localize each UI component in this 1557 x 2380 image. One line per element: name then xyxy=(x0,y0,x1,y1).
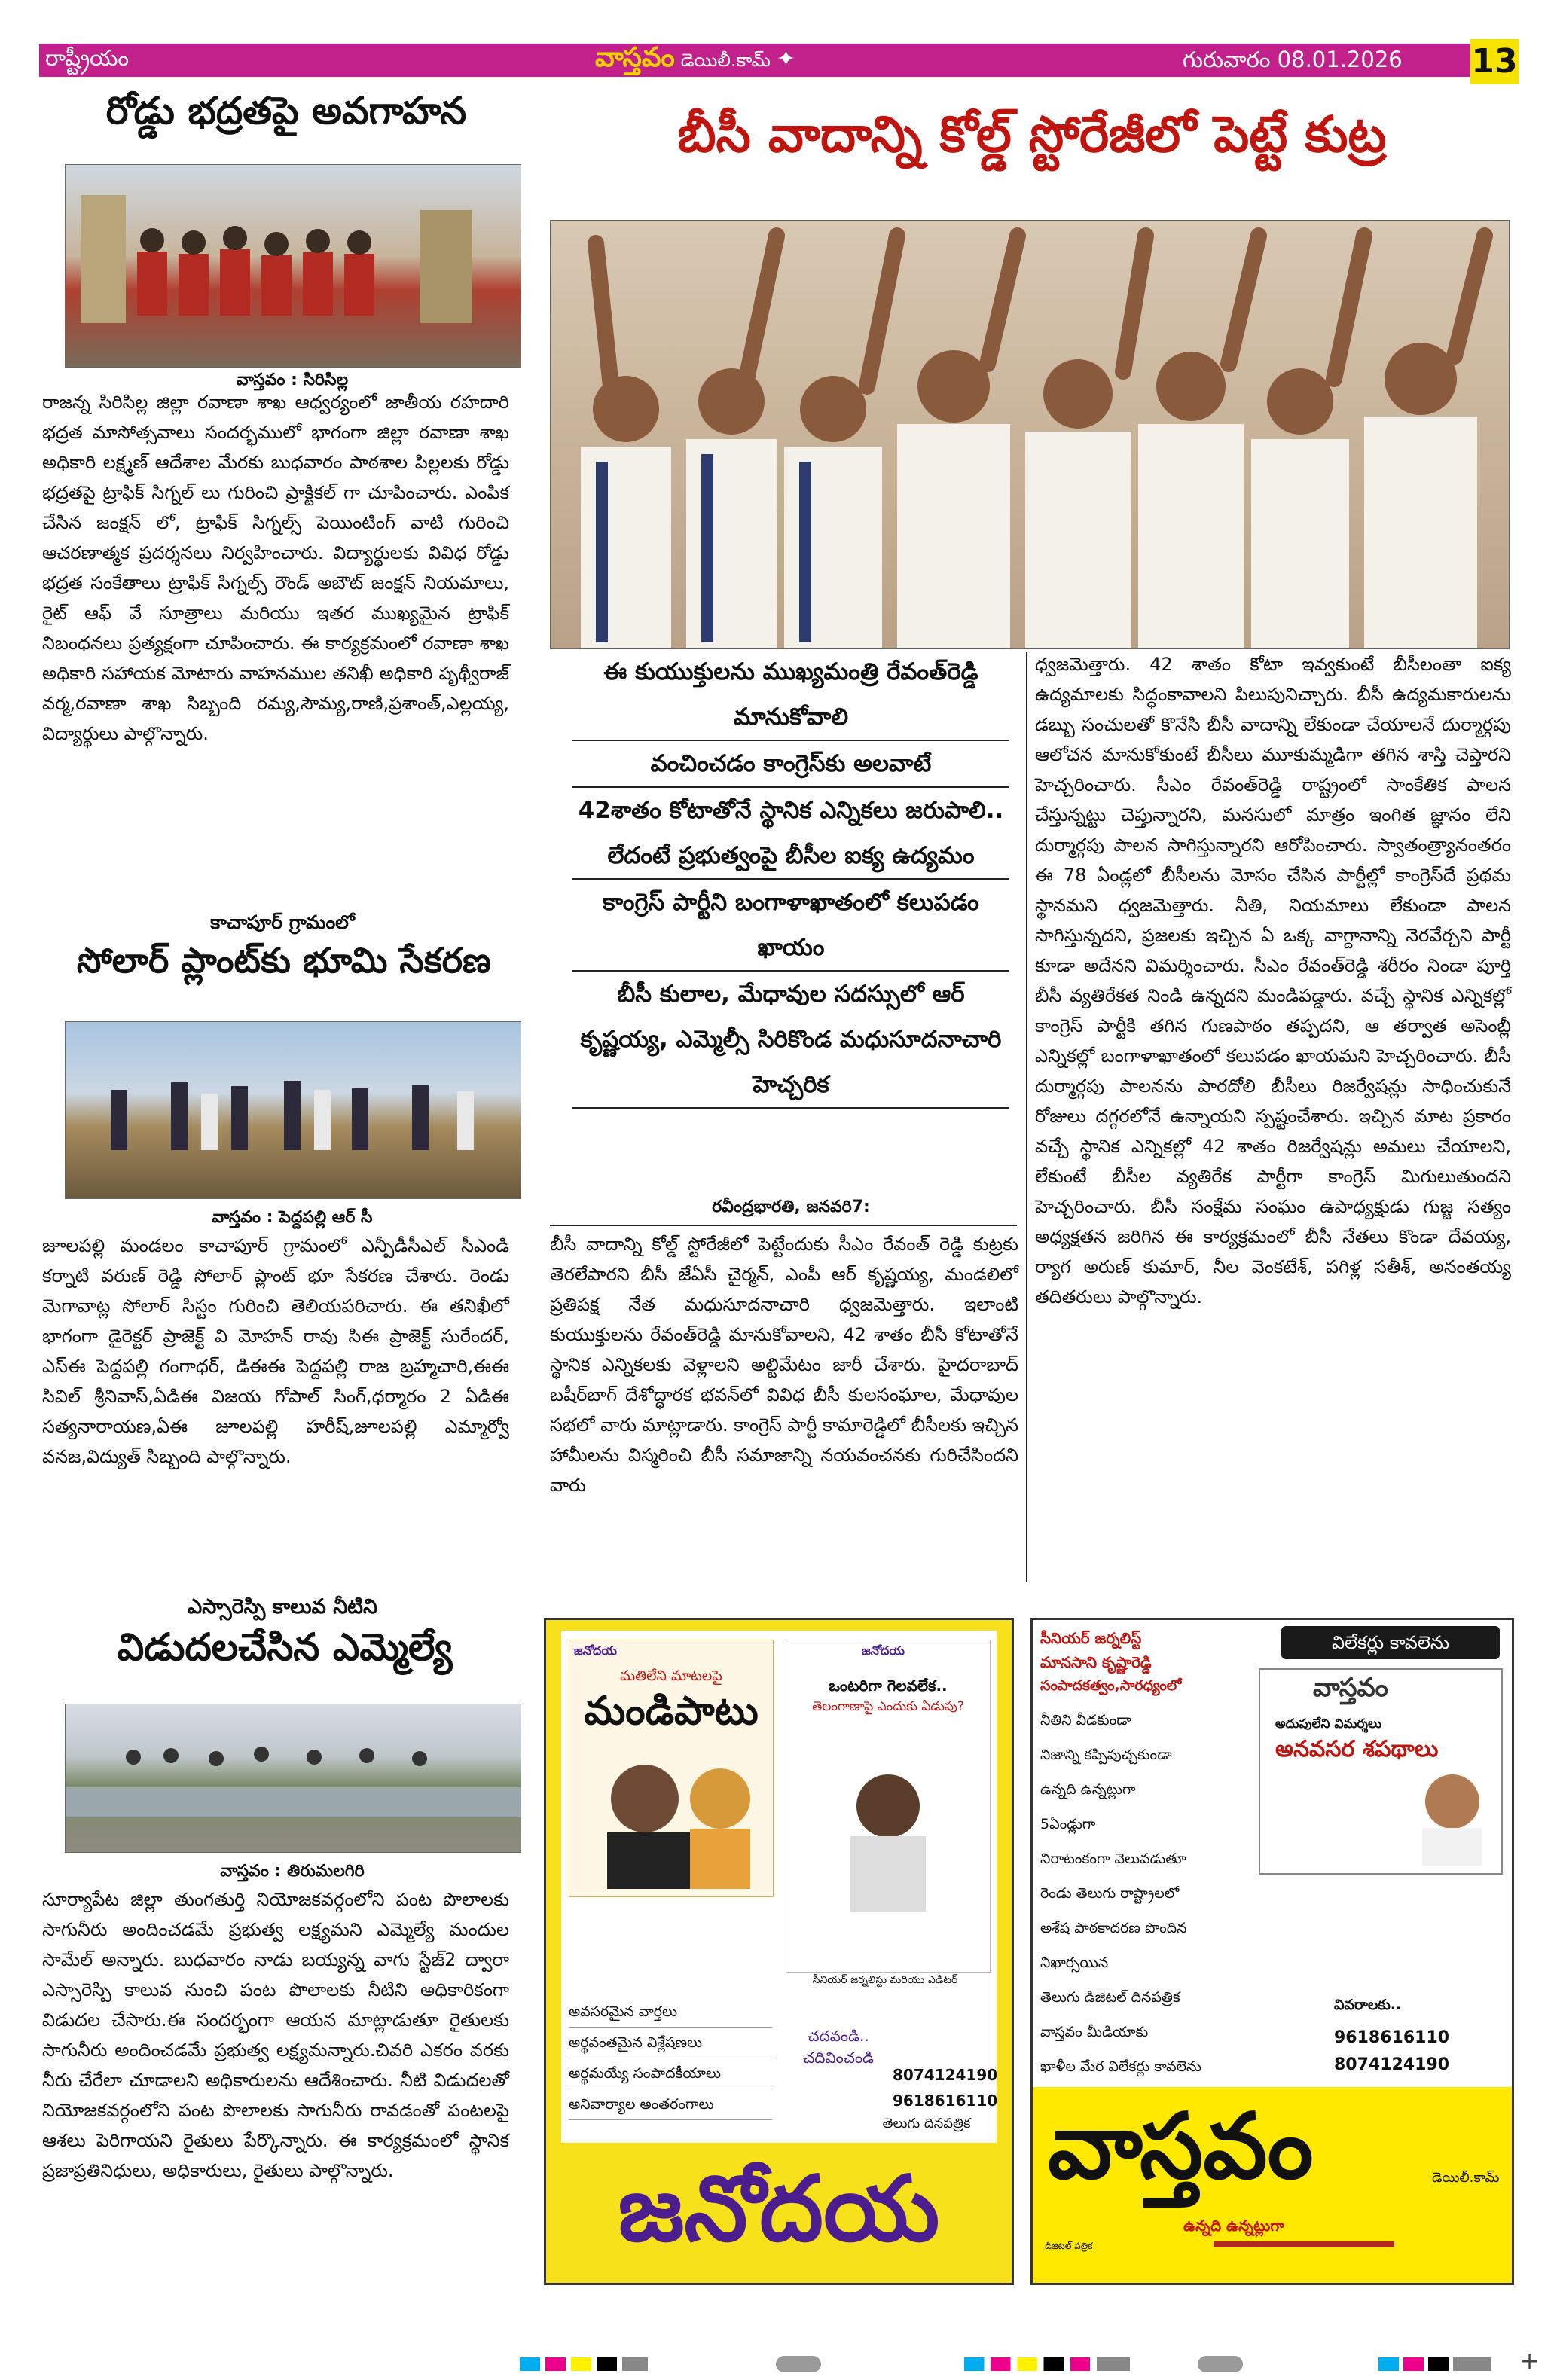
card2-portrait xyxy=(832,1761,945,1912)
janodaya-phone-2: 9618616110 xyxy=(893,2092,998,2110)
vastavam-line-7: అశేష పాఠకాదరణ పొందిన xyxy=(1040,1920,1187,1936)
card2-sub: తెలంగాణాపై ఎందుకు ఏడుపు? xyxy=(812,1699,964,1714)
field-inspection-image xyxy=(66,1022,521,1198)
story3-credit: వాస్తవం : తిరుమలగిరి xyxy=(220,1862,365,1881)
leaders-raising-hands-image xyxy=(551,221,1509,648)
lead-body-right: ధ్వజమెత్తారు. 42 శాతం కోటా ఇవ్వకుంటే బీసీలంతా ఐక్య ఉద్యమాలకు సిద్ధంకావాలని పిలుపునిచ్చారు. బీసీ ఉద్యమకారులను డబ్బు సంచులతో కొనేసి బీసీ వాదాన్ని లేకుండా చేయాలనే దుర్మార్గపు ఆలోచన మానుకోకుంటే బీసీలు మూకుమ్మడిగా తగిన శాస్తి చెప్తారని హెచ్చరించారు. సీఎం రేవంత్‌రెడ్డి రాష్ట్రంలో సాంకేతిక పాలన చేస్తున్నట్టు చెప్తున్నారని, మనసులో మాత్రం ఇంగిత జ్ఞానం లేని దుర్మార్గపు పాలన సాగిస్తున్నారని ఆరోపించారు. స్వాతంత్ర్యానంతరం ఈ 78 ఏండ్లలో బీసీలను మోసం చేసిన పార్టీల్లో కాంగ్రెస్‌దే ప్రథమ స్థానమని ధ్వజమెత్తారు. నీతి, నియమాలు లేకుండా పాలన సాగిస్తున్నదని, ప్రజలకు ఇచ్చిన ఏ ఒక్క వాగ్దానాన్ని నెరవేర్చని పార్టీ కూడా అదేనని విమర్శించారు. సీఎం రేవంత్‌రెడ్డి శరీరం నిండా పూర్తి బీసీ వ్యతిరేకత నిండి ఉన్నదని మండిపడ్డారు. వచ్చే స్థానిక ఎన్నికల్లో కాంగ్రెస్ పార్టీకి తగిన గుణపాఠం తప్పదని, ఆ తర్వాత అసెంబ్లీ ఎన్నికల్లో బంగాళాఖాతంలో కలుపడం ఖాయమని హెచ్చరించారు. బీసీ దుర్మార్గపు పాలనను పారదోలి బీసీలు రిజర్వేషన్లు సాధించుకునే రోజులు దగ్గరలోనే ఉన్నాయని స్పష్టంచేశారు. ఇచ్చిన మాట ప్రకారం వచ్చే స్థానిక ఎన్నికల్లో 42 శాతం రిజర్వేషన్లు అమలు చేయాలని, లేకుంటే బీసీల వ్యతిరేక పార్టీగా కాంగ్రెస్ మిగులుతుందని హెచ్చరించారు. బీసీ సంక్షేమ సంఘం ఉపాధ్యక్షుడు గుజ్జ సత్యం అధ్యక్షతన జరిగిన ఈ కార్యక్రమంలో బీసీ నేతలు కొండా దేవయ్య, ర్యాగ అరుణ్ కుమార్, నీల వెంకటేశ్, పగిళ్ల సతీశ్, అనంతయ్య తదితరులు పాల్గొన్నారు. xyxy=(1035,654,1511,1307)
bird-icon: ✦ xyxy=(776,46,796,72)
janodaya-type: తెలుగు దినపత్రిక xyxy=(882,2116,971,2131)
story3-body: సూర్యాపేట జిల్లా తుంగతుర్తి నియోజకవర్గంలోని పంట పొలాలకు సాగునీరు అందించడమే ప్రభుత్వ లక్ష్యమని ఎమ్మెల్యే మందుల సామేల్ అన్నారు. బుధవారం నాడు బయ్యన్న వాగు స్టేజ్2 ద్వారా ఎస్సారెస్పి కాలువ నుంచి పంట పొలాలకు నీటిని అధికారికంగా విడుదల చేసారు.ఈ సందర్భంగా ఆయన మాట్లాడుతూ రైతులకు సాగునీరు అందించడమే ప్రభుత్వ లక్ష్యమన్నారు.చివరి ఎకరం వరకు నీరు చేరేలా చూడాలని అధికారులను ఆదేశించారు. నీటి విడుదలతో నియోజకవర్గంలోని పంట పొలాలకు సాగునీరు రావడంతో పంటలపై ఆశలు పెరిగాయని రైతులు పేర్కొన్నారు. ఈ కార్యక్రమంలో స్థానిక ప్రజాప్రతినిధులు, అధికారులు, రైతులు పాల్గొన్నారు. xyxy=(42,1889,509,2181)
card1 xyxy=(569,1640,774,1897)
highlight-1: ఈ కుయుక్తులను ముఖ్యమంత్రి రేవంత్‌రెడ్డి మానుకోవాలి xyxy=(572,649,1009,741)
read-prompt: చదవండి.. చదివించండి xyxy=(803,2027,874,2067)
story1-photo xyxy=(65,164,521,368)
story1-headline: రోడ్డు భద్రతపై అవగాహన xyxy=(105,89,467,133)
janodaya-item-3: అర్థమయ్యే సంపాదకీయాలు xyxy=(569,2058,772,2089)
color-bar-mid xyxy=(964,2357,1130,2371)
vastavam-line-3: ఉన్నది ఉన్నట్లుగా xyxy=(1040,1781,1136,1798)
story3-photo xyxy=(65,1704,521,1853)
lead-dateline: రవీంద్రభారతి, జనవరి7: xyxy=(712,1198,870,1216)
vastavam-role: సంపాదకత్వం,సారధ్యంలో xyxy=(1040,1677,1182,1694)
story2-body: జూలపల్లి మండలం కాచాపూర్ గ్రామంలో ఎన్పీడీసీఎల్ సీఎండి కర్నాటి వరుణ్ రెడ్డి సోలార్ ప్లాంట్ భూ సేకరణ చేశారు. రెండు మెగావాట్ల సోలార్ సిస్టం గురించి తెలియపరిచారు. ఈ తనిఖీలో భాగంగా డైరెక్టర్ ప్రాజెక్ట్ వి మోహన్ రావు సిఈ ప్రాజెక్ట్ సురేందర్, ఎస్ఈ పెద్దపల్లి గంగాధర్, డిఈఈ పెద్దపల్లి రాజ బ్రహ్మచారి,ఈఈ సివిల్ శ్రీనివాస్,ఏడిఈ విజయ గోపాల్ సింగ్,ధర్మారం 2 ఏడిఈ సత్యనారాయణ,ఏఈ జూలపల్లి హరీష్,జూలపల్లి ఎమ్మార్వో వనజ,విద్యుత్ సిబ్బంది పాల్గొన్నారు. xyxy=(42,1235,509,1467)
story2-credit: వాస్తవం : పెద్దపల్లి ఆర్ సీ xyxy=(212,1208,373,1227)
vastavam-line-1: నీతిని వీడకుండా xyxy=(1040,1712,1131,1729)
card2-top: ఒంటరిగా గెలవలేక.. xyxy=(829,1677,948,1695)
paper-portrait xyxy=(1411,1768,1494,1866)
vastavam-line-9: తెలుగు డిజిటల్ దినపత్రిక xyxy=(1040,1989,1180,2006)
crosshair-icon: + xyxy=(1520,2348,1540,2375)
registration-oval-2 xyxy=(1198,2356,1243,2372)
lead-dateline-rule xyxy=(550,1225,1017,1226)
highlight-2: వంచించడం కాంగ్రెస్‌కు అలవాటే xyxy=(572,741,1009,788)
vastavam-brand-sub: డెయిలీ.కామ్ xyxy=(1432,2170,1500,2186)
card2-logo: జనోదయ xyxy=(862,1643,905,1658)
paper-kicker: అదుపులేని విమర్శలు xyxy=(1275,1716,1381,1732)
vastavam-ad xyxy=(1030,1618,1514,2285)
card1-top: మతిలేని మాటలపై xyxy=(620,1668,722,1684)
paper-mock xyxy=(1259,1668,1503,1875)
story1-body: రాజన్న సిరిసిల్ల జిల్లా రవాణా శాఖ ఆధ్వర్యంలో జాతీయ రహదారి భద్రత మాసోత్సవాలు సందర్భములో భాగంగా జిల్లా రవాణా శాఖ అధికారి లక్ష్మణ్ ఆదేశాల మేరకు బుధవారం పాఠశాల పిల్లలకు రోడ్డు భద్రతపై ట్రాఫిక్ సిగ్నల్ లు గురించి ప్రాక్టికల్ గా చూపించారు. ఎంపిక చేసిన జంక్షన్ లో, ట్రాఫిక్ సిగ్నల్స్ పెయింటింగ్ వాటి గురించి ఆచరణాత్మక ప్రదర్శనలు నిర్వహించారు. విద్యార్థులకు వివిధ రోడ్డు భద్రత సంకేతాలు ట్రాఫిక్ సిగ్నల్స్ రౌండ్ అబౌట్ జంక్షన్ నియమాలు, రైట్ ఆఫ్ వే సూత్రాలు మరియు ఇతర ముఖ్యమైన ట్రాఫిక్ నిబంధనలు ప్రత్యక్షంగా చూపించారు. ఈ కార్యక్రమంలో రవాణా శాఖ అధికారి సహాయక మోటారు వాహనముల తనిఖీ అధికారి పృథ్వీరాజ్ వర్మ,రవాణా శాఖ సిబ్బంది రమ్య,సౌమ్య,రాణి,ప్రశాంత్,ఎల్లయ్య, విద్యార్థులు పాల్గొన్నారు. xyxy=(42,392,509,744)
vastavam-tagline: ఉన్నది ఉన్నట్లుగా xyxy=(1183,2217,1284,2235)
lead-highlights xyxy=(572,649,1009,1109)
janodaya-phone-1: 8074124190 xyxy=(893,2066,998,2084)
column-divider xyxy=(1026,652,1027,1582)
card2 xyxy=(786,1640,991,1973)
janodaya-item-2: అర్థవంతమైన విశ్లేషణలు xyxy=(569,2028,772,2058)
vastavam-brand-box xyxy=(1033,2087,1512,2283)
janodaya-ad xyxy=(544,1618,1014,2285)
students-group-image xyxy=(66,165,521,367)
janodaya-item-1: అవసరమైన వార్తలు xyxy=(569,1997,772,2028)
canal-water-image xyxy=(66,1704,521,1852)
editor-line: సీనియర్ జర్నలిస్టు మరియు ఎడిటర్ xyxy=(812,1974,958,1986)
page-number: 13 xyxy=(1470,39,1519,84)
color-bar-left xyxy=(520,2357,648,2371)
janodaya-brand: జనోదయ xyxy=(618,2157,940,2262)
highlight-4: కాంగ్రెస్ పార్టీని బంగాళాఖాతంలో కలుపడం ఖాయం xyxy=(572,880,1009,972)
highlight-3: 42శాతం కోటాతోనే స్థానిక ఎన్నికలు జరుపాలి.. లేదంటే ప్రభుత్వంపై బీసీల ఐక్య ఉద్యమం xyxy=(572,788,1009,880)
masthead xyxy=(595,42,795,80)
highlight-5: బీసీ కులాల, మేధావుల సదస్సులో ఆర్ కృష్ణయ్య, ఎమ్మెల్సీ సిరికొండ మధుసూదనాచారి హెచ్చరిక xyxy=(572,972,1009,1109)
vastavam-line-11: ఖాళీల మేర విలేకర్లు కావలెను xyxy=(1040,2058,1201,2075)
masthead-sub: డెయిలీ.కామ్ xyxy=(680,50,771,71)
color-bar-right xyxy=(1378,2357,1491,2371)
vastavam-line-8: నిఖార్సయిన xyxy=(1040,1954,1109,1971)
card1-logo: జనోదయ xyxy=(574,1643,617,1658)
vastavam-lines xyxy=(1040,1703,1289,2084)
story3-headline: విడుదలచేసిన ఎమ్మెల్యే xyxy=(117,1625,453,1669)
vastavam-line-4: 5ఏండ్లుగా xyxy=(1040,1816,1096,1832)
pen-nib-icon xyxy=(1214,2241,1394,2247)
vastavam-line-10: వాస్తవం మీడియాకు xyxy=(1040,2024,1149,2040)
janodaya-item-4: అనివార్యాల అంతరంగాలు xyxy=(569,2089,772,2120)
vastavam-line-2: నిజాన్ని కప్పిపుచ్చకుండా xyxy=(1040,1747,1172,1763)
vastavam-line-5: నిరాటంకంగా వెలువడుతూ xyxy=(1040,1851,1186,1867)
vastavam-top-label: సీనియర్ జర్నలిస్ట్ xyxy=(1040,1629,1142,1647)
vastavam-phone-1: 9618616110 xyxy=(1334,2028,1450,2047)
card1-title: మండిపాటు xyxy=(584,1689,759,1734)
masthead-title: వాస్తవం xyxy=(595,42,675,73)
vastavam-brand: వాస్తవం xyxy=(1048,2095,1314,2199)
vastavam-editor: మానసాని కృష్ణారెడ్డి xyxy=(1040,1653,1152,1671)
vastavam-phone-2: 8074124190 xyxy=(1334,2055,1450,2074)
paper-mast: వాస్తవం xyxy=(1313,1673,1388,1703)
date-line: గురువారం 08.01.2026 xyxy=(1183,47,1403,72)
story1-credit: వాస్తవం : సిరిసిల్ల xyxy=(236,371,349,389)
story2-kicker: కాచాపూర్ గ్రామంలో xyxy=(210,911,355,933)
story2-headline: సోలార్ ప్లాంట్‌కు భూమి సేకరణ xyxy=(76,940,492,981)
paper-headline: అనవసర శపథాలు xyxy=(1275,1736,1439,1762)
contact-label: వివరాలకు.. xyxy=(1334,1997,1402,2013)
janodaya-items xyxy=(569,1997,772,2120)
story2-photo xyxy=(65,1021,521,1199)
lead-body-left: బీసీ వాదాన్ని కోల్డ్ స్టోరేజీలో పెట్టేందుకు సీఎం రేవంత్ రెడ్డి కుట్రకు తెరలేపారని బీసీ జేఏసీ చైర్మన్, ఎంపీ ఆర్ కృష్ణయ్య, మండలిలో ప్రతిపక్ష నేత మధుసూదనాచారి ధ్వజమెత్తారు. ఇలాంటి కుయుక్తులను రేవంత్‌రెడ్డి మానుకోవాలని, 42 శాతం బీసీ కోటాతోనే స్థానిక ఎన్నికలకు వెళ్లాలని అల్టిమేటం జారీ చేశారు. హైదరాబాద్ బషీర్‌బాగ్ దేశోద్ధారక భవన్‌లో వివిధ బీసీ కులసంఘాల, మేధావుల సభలో వారు మాట్లాడారు. కాంగ్రెస్ పార్టీ కామారెడ్డిలో బీసీలకు ఇచ్చిన హామీలను విస్మరించి బీసీ సమాజాన్ని నయవంచనకు గురిచేసిందని వారు xyxy=(550,1234,1018,1496)
card1-portrait xyxy=(592,1746,750,1889)
story3-kicker: ఎస్సారెస్పి కాలువ నీటిని xyxy=(188,1595,377,1619)
lead-photo xyxy=(550,220,1510,649)
registration-oval-1 xyxy=(776,2356,821,2372)
section-label: రాష్ట్రీయం xyxy=(45,45,130,71)
lead-headline: బీసీ వాదాన్ని కోల్డ్ స్టోరేజీలో పెట్టే కుట్ర xyxy=(677,105,1387,163)
vastavam-footer-small: డిజిటల్ పత్రిక xyxy=(1045,2241,1093,2251)
vastavam-banner: విలేకర్లు కావలెను xyxy=(1281,1626,1500,1659)
vastavam-line-6: రెండు తెలుగు రాష్ట్రాలలో xyxy=(1040,1885,1180,1902)
